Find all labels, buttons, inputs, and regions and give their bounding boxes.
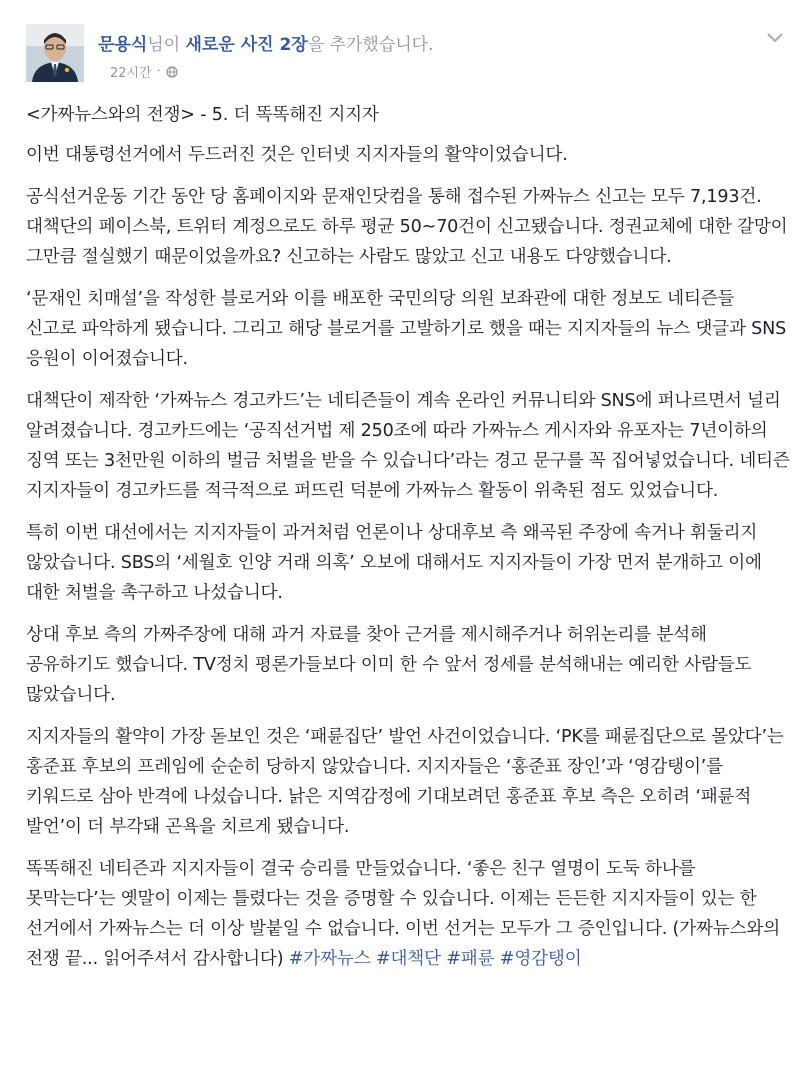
- post-meta: [110, 62, 178, 81]
- post-title: <가짜뉴스와의 전쟁> - 5. 더 똑똑해진 지지자: [26, 105, 379, 125]
- last-paragraph: [26, 854, 790, 974]
- chevron-down-icon[interactable]: [764, 30, 786, 46]
- timestamp-link[interactable]: 22시간: [110, 66, 152, 81]
- new-photos-link[interactable]: 새로운 사진 2장: [185, 35, 308, 55]
- avatar[interactable]: [26, 24, 84, 82]
- hashtag-link[interactable]: #대책단: [375, 949, 441, 969]
- paragraph: 상대 후보 측의 가짜주장에 대해 과거 자료를 찾아 근거를 제시해주거나 허위논리를 분석해 공유하기도 했습니다. TV정치 평론가들보다 이미 한 수 앞서 정세를 분석해내는 예리한 사람들도 많았습니다.: [26, 625, 752, 705]
- profile-photo-icon: [26, 24, 84, 82]
- post-body: [26, 100, 790, 986]
- action-suffix: 을 추가했습니다.: [307, 35, 434, 55]
- paragraph: 지지자들의 활약이 가장 돋보인 것은 ‘패륜집단’ 발언 사건이었습니다. ‘PK를 패륜집단으로 몰았다’는 홍준표 후보의 프레임에 순순히 당하지 않았습니다. 지지자들은 ‘홍준표 장인’과 ‘영감탱이’를 키워드로 삼아 반격에 나섰습니다. 낡은 지역감정에 기대보려던 홍준표 후보 측은 오히려 ‘패륜적 발언’이 더 부각돼 곤욕을 치르게 됐습니다.: [26, 727, 784, 837]
- last-paragraph-text: 똑똑해진 네티즌과 지지자들이 결국 승리를 만들었습니다. ‘좋은 친구 열명이 도둑 하나를 못막는다’는 옛말이 이제는 틀렸다는 것을 증명할 수 있습니다. 이제는 든든한 지지자들이 있는 한 선거에서 가짜뉴스는 더 이상 발붙일 수 없습니다. 이번 선거는 모두가 그 증인입니다. (가짜뉴스와의 전쟁 끝... 읽어주셔서 감사합니다): [26, 859, 780, 969]
- paragraph: 대책단이 제작한 ‘가짜뉴스 경고카드’는 네티즌들이 계속 온라인 커뮤니티와 SNS에 퍼나르면서 널리 알려졌습니다. 경고카드에는 ‘공직선거법 제 250조에 따라 가짜뉴스 게시자와 유포자는 7년이하의 징역 또는 3천만원 이하의 벌금 처벌을 받을 수 있습니다’라는 경고 문구를 꼭 집어넣었습니다. 네티즌 지지자들이 경고카드를 적극적으로 퍼뜨린 덕분에 가짜뉴스 활동이 위축된 점도 있었습니다.: [26, 391, 790, 501]
- paragraph: 이번 대통령선거에서 두드러진 것은 인터넷 지지자들의 활약이었습니다.: [26, 145, 568, 165]
- action-prefix: 님이: [147, 35, 186, 55]
- post-headline: [98, 34, 434, 56]
- hashtag-link[interactable]: #패륜: [446, 949, 495, 969]
- paragraph: 특히 이번 대선에서는 지지자들이 과거처럼 언론이나 상대후보 측 왜곡된 주장에 속거나 휘둘리지 않았습니다. SBS의 ‘세월호 인양 거래 의혹’ 오보에 대해서도 지지자들이 가장 먼저 분개하고 이에 대한 처벌을 촉구하고 나섰습니다.: [26, 523, 762, 603]
- post-header: [26, 24, 788, 90]
- author-name-link[interactable]: 문용식: [98, 35, 148, 55]
- paragraph: 공식선거운동 기간 동안 당 홈페이지와 문재인닷컴을 통해 접수된 가짜뉴스 신고는 모두 7,193건. 대책단의 페이스북, 트위터 계정으로도 하루 평균 50~70건이 신고됐습니다. 정권교체에 대한 갈망이 그만큼 절실했기 때문이었을까요? 신고하는 사람도 많았고 신고 내용도 다양했습니다.: [26, 187, 788, 267]
- paragraph: ‘문재인 치매설’을 작성한 블로거와 이를 배포한 국민의당 의원 보좌관에 대한 정보도 네티즌들 신고로 파악하게 됐습니다. 그리고 해당 블로거를 고발하기로 했을 때는 지지자들의 뉴스 댓글과 SNS 응원이 이어졌습니다.: [26, 289, 787, 369]
- globe-icon[interactable]: [166, 66, 178, 78]
- hashtag-link[interactable]: #영감탱이: [499, 949, 582, 969]
- meta-separator: ·: [156, 64, 161, 79]
- hashtag-link[interactable]: #가짜뉴스: [288, 949, 371, 969]
